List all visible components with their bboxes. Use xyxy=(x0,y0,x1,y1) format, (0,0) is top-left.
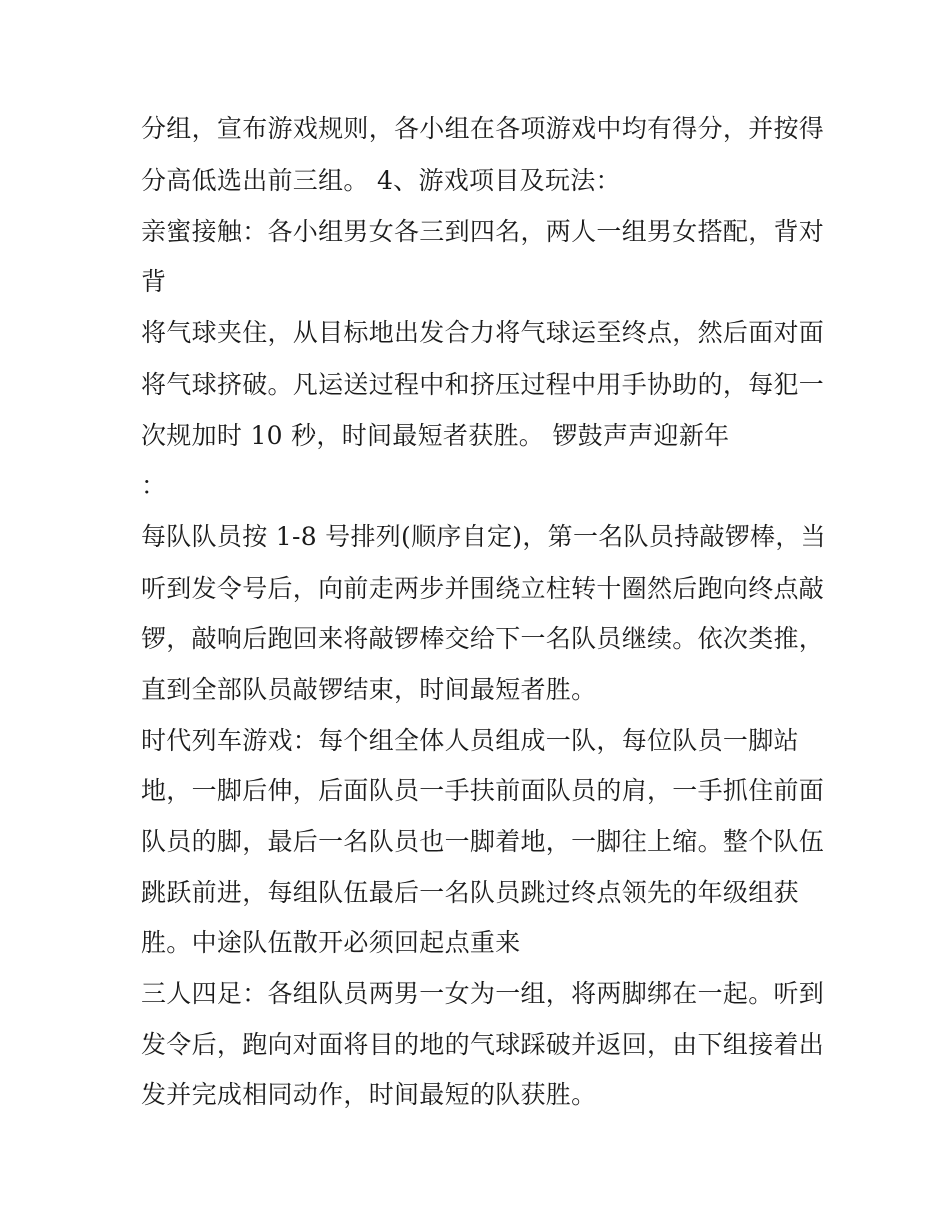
text-line: 锣，敲响后跑回来将敲锣棒交给下一名队员继续。依次类推， xyxy=(141,624,825,653)
text-line: 背 xyxy=(141,267,167,296)
text-line: 亲蜜接触：各小组男女各三到四名，两人一组男女搭配，背对 xyxy=(141,217,825,246)
text-line: 将气球夹住，从目标地出发合力将气球运至终点，然后面对面 xyxy=(141,318,825,347)
text-line: 次规加时 10 秒，时间最短者获胜。 锣鼓声声迎新年 xyxy=(141,421,730,450)
text-line: 听到发令号后，向前走两步并围绕立柱转十圈然后跑向终点敲 xyxy=(141,574,825,603)
text-line: 三人四足：各组队员两男一女为一组，将两脚绑在一起。听到 xyxy=(141,979,825,1008)
text-line: 发令后，跑向对面将目的地的气球踩破并返回，由下组接着出 xyxy=(141,1030,825,1059)
text-line: 队员的脚，最后一名队员也一脚着地，一脚往上缩。整个队伍 xyxy=(141,827,825,856)
text-line: 分组，宣布游戏规则，各小组在各项游戏中均有得分，并按得 xyxy=(141,114,825,143)
text-line: 胜。中途队伍散开必须回起点重来 xyxy=(141,928,521,957)
text-line: 地，一脚后伸，后面队员一手扶前面队员的肩，一手抓住前面 xyxy=(141,776,825,805)
text-line: 分高低选出前三组。 4、游戏项目及玩法： xyxy=(141,166,621,195)
text-line: 将气球挤破。凡运送过程中和挤压过程中用手协助的，每犯一 xyxy=(141,370,825,399)
text-line: ： xyxy=(141,471,167,500)
text-line: 时代列车游戏：每个组全体人员组成一队，每位队员一脚站 xyxy=(141,726,799,755)
text-line: 发并完成相同动作，时间最短的队获胜。 xyxy=(141,1080,597,1109)
text-line: 每队队员按 1-8 号排列(顺序自定)，第一名队员持敲锣棒，当 xyxy=(141,522,826,551)
text-line: 直到全部队员敲锣结束，时间最短者胜。 xyxy=(141,675,597,704)
text-line: 跳跃前进，每组队伍最后一名队员跳过终点领先的年级组获 xyxy=(141,878,799,907)
